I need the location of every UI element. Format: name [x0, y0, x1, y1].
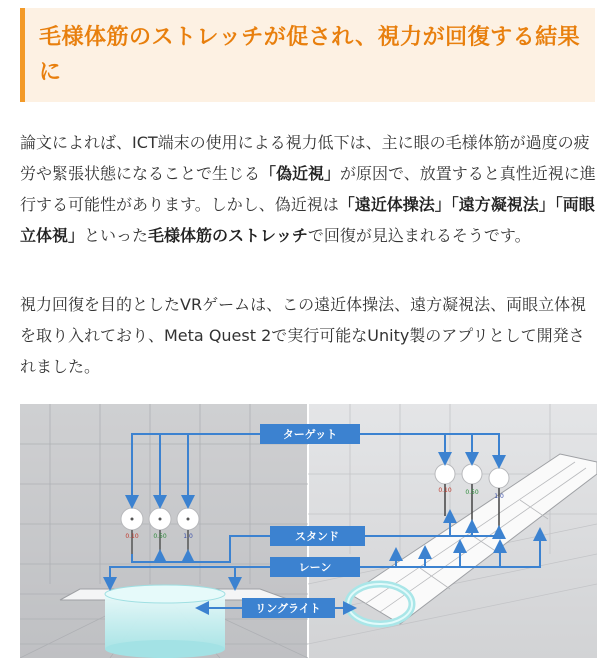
label-stand — [270, 526, 365, 546]
svg-text:リングライト: リングライト — [255, 602, 321, 615]
target-value-1: 0.10 — [125, 533, 139, 540]
p1-text-1: 論文によれば、ICT端末の使用による視力低下は、主に眼の毛様体筋が過度の疲労や緊張状態になることで生じる — [20, 133, 590, 183]
label-lane — [270, 557, 360, 577]
section-heading-text: 毛様体筋のストレッチが促され、視力が回復する結果に — [39, 25, 581, 85]
right-target-value-3: 1.0 — [494, 493, 504, 500]
p1-bold-pseudomyopia: 「偽近視」 — [260, 164, 341, 183]
p1-bold-methods: 「遠近体操法」「遠方凝視法」「両眼立体視」 — [20, 195, 595, 245]
right-target-value-2: 0.50 — [465, 489, 479, 496]
target-value-3: 1.0 — [183, 533, 193, 540]
vr-game-figure — [20, 404, 597, 658]
svg-text:レーン: レーン — [298, 561, 332, 574]
left-targets — [121, 508, 199, 554]
vr-scene-illustration — [20, 404, 597, 658]
svg-text:ターゲット: ターゲット — [282, 428, 338, 441]
right-target-value-1: 0.10 — [438, 487, 452, 494]
left-ring-light — [105, 585, 225, 658]
p1-text-3: といった — [84, 226, 149, 245]
p1-text-2: が原因で、放置すると真性近視に進行する可能性があります。しかし、偽近視は — [20, 164, 596, 214]
target-value-2: 0.50 — [153, 533, 167, 540]
article-paragraph-2: 視力回復を目的としたVRゲームは、この遠近体操法、遠方凝視法、両眼立体視を取り入れており、Meta Quest 2で実行可能なUnity製のアプリとして開発されました。 — [20, 295, 587, 376]
p1-bold-stretch: 毛様体筋のストレッチ — [148, 226, 308, 245]
label-target — [260, 424, 360, 444]
p1-text-4: で回復が見込まれるそうです。 — [307, 226, 531, 245]
article-paragraph-1 — [20, 127, 598, 251]
svg-text:スタンド: スタンド — [295, 530, 339, 543]
label-ring-light — [242, 598, 335, 618]
section-heading — [20, 8, 595, 102]
